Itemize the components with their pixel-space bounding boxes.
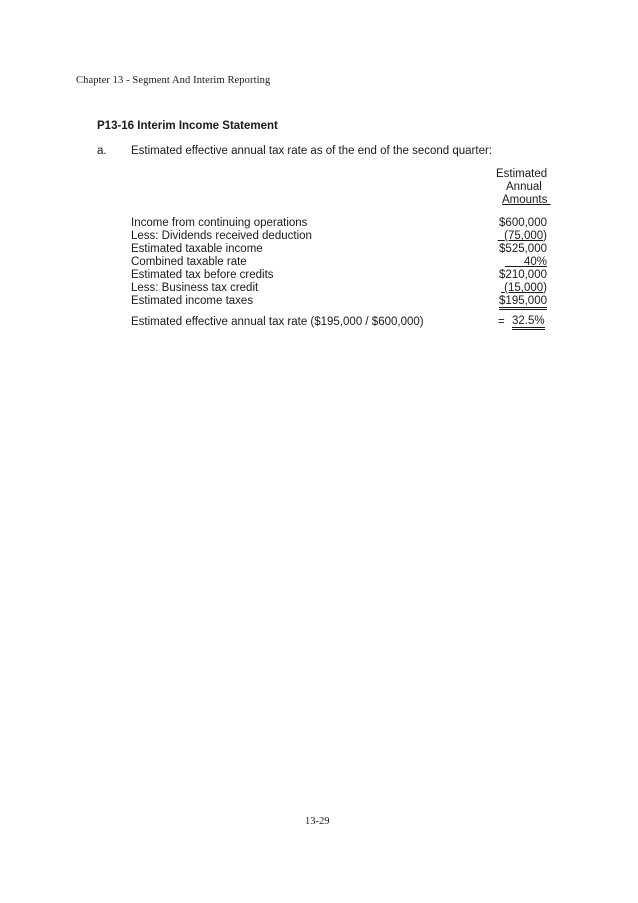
table-row-combined-rate [131,256,571,269]
row-amount-underlined [501,282,543,294]
computation-table [131,217,571,308]
row-amount: 40% [504,256,547,268]
table-row-income-continuing-ops [131,217,571,230]
summary-value: 32.5% [512,316,545,330]
table-row-estimated-income-taxes [131,295,571,308]
row-amount [499,295,547,310]
table-row-dividends-deduction [131,230,571,243]
row-amount-underlined [498,230,543,242]
row-label: Income from continuing operations [131,217,308,229]
row-label: Less: Dividends received deduction [131,230,312,242]
problem-title: P13-16 Interim Income Statement [97,120,278,132]
row-amount [501,282,547,295]
column-header-line-1: Estimated [496,168,548,180]
column-header-line-3: Amounts [502,194,551,206]
summary-label: Estimated effective annual tax rate ($195,000 / $600,000) [131,316,424,328]
row-amount-suffix: ) [543,282,547,294]
row-amount: $210,000 [499,269,547,281]
row-amount-value: (15,000 [504,282,544,294]
row-label: Estimated tax before credits [131,269,274,281]
row-amount: $600,000 [499,217,547,229]
table-row-taxable-income [131,243,571,256]
row-amount-value: (75,000 [504,230,544,242]
table-row-tax-before-credits [131,269,571,282]
column-header-line-2: Annual [506,181,542,193]
chapter-header: Chapter 13 - Segment And Interim Reporting [76,75,271,86]
row-label: Less: Business tax credit [131,282,259,294]
row-amount-suffix: ) [543,230,547,242]
part-description: Estimated effective annual tax rate as of the end of the second quarter: [131,145,492,157]
effective-tax-rate-summary [131,316,571,330]
row-amount-double-underlined: $195,000 [499,296,547,310]
row-amount: $525,000 [499,243,547,255]
row-amount [498,230,547,243]
row-label: Estimated income taxes [131,295,254,307]
summary-equals-sign: = [498,316,505,328]
table-row-business-tax-credit [131,282,571,295]
part-label: a. [97,145,107,157]
row-label: Estimated taxable income [131,243,263,255]
page-number: 13-29 [305,816,330,827]
row-label: Combined taxable rate [131,256,247,268]
